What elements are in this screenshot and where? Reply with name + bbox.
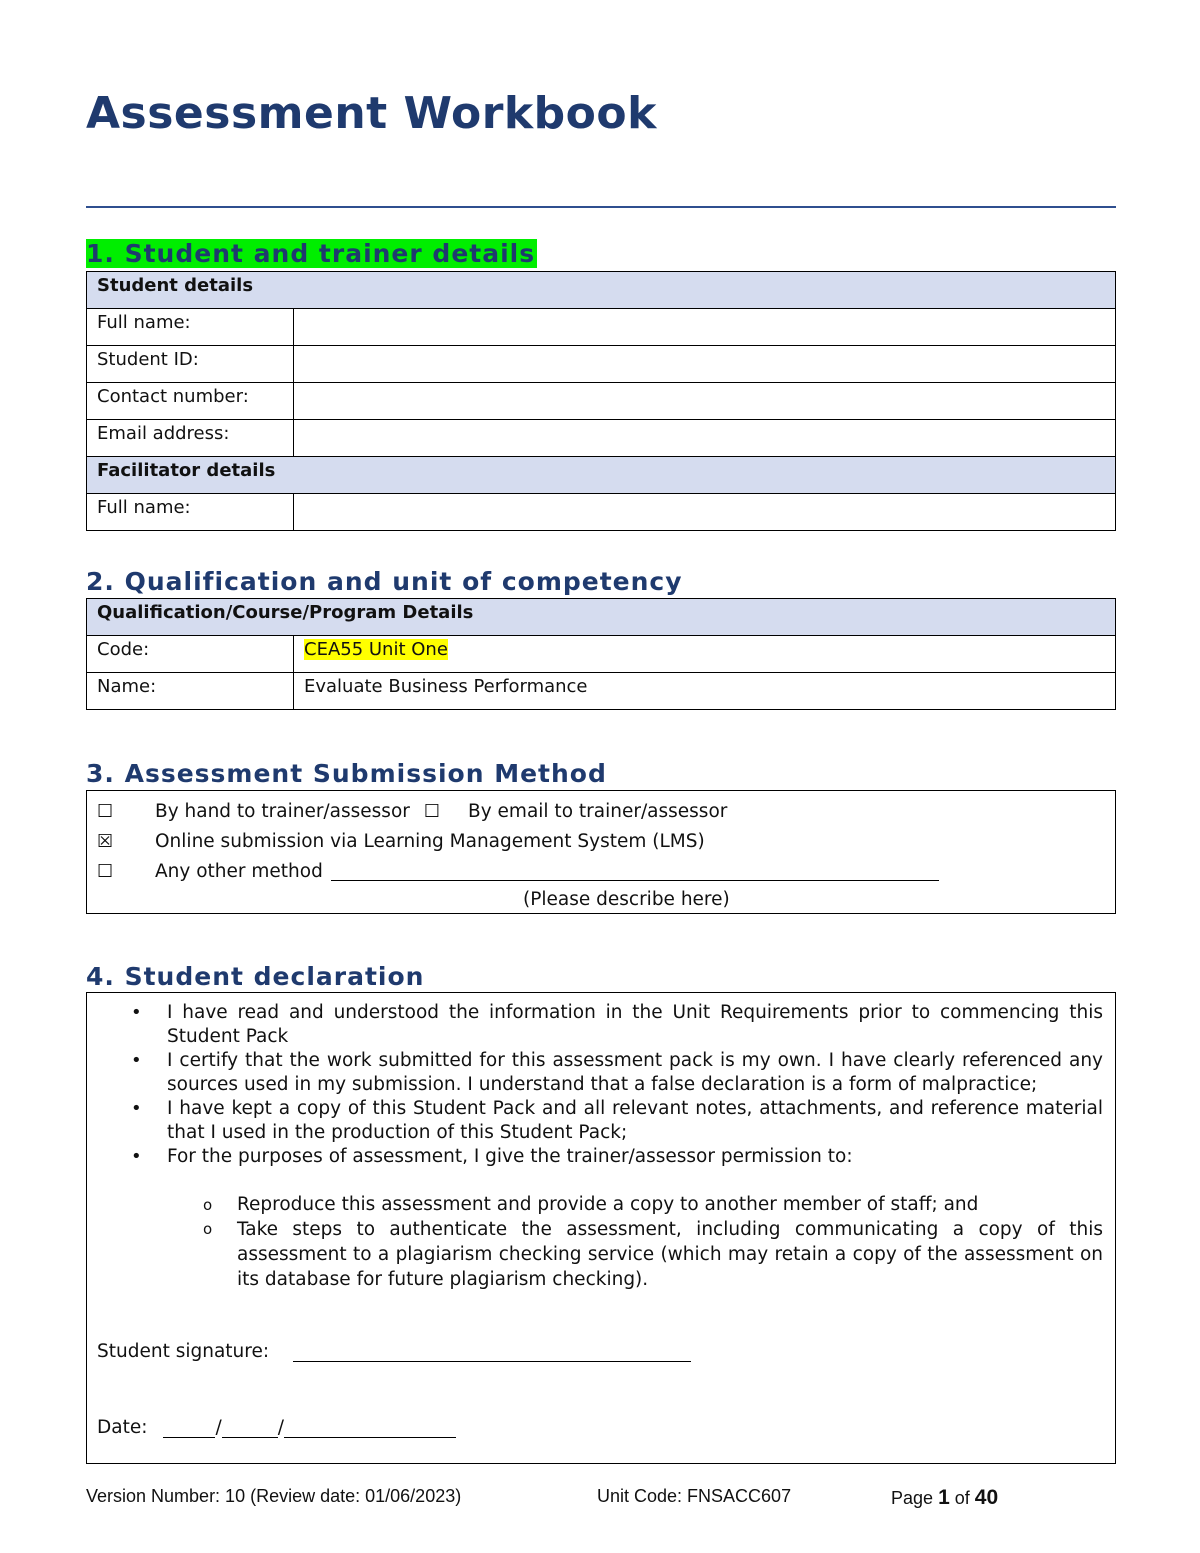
submission-row-1 (97, 797, 727, 825)
signature-row (97, 1341, 691, 1362)
page-total: 40 (974, 1486, 999, 1509)
date-label: Date: (97, 1417, 148, 1438)
facilitator-name-field[interactable] (294, 494, 1116, 531)
by-email-checkbox[interactable]: ☐ (423, 800, 441, 822)
by-email-label: By email to trainer/assessor (468, 800, 728, 822)
date-month-line[interactable] (222, 1419, 278, 1438)
student-details-header: Student details (87, 272, 1116, 309)
by-hand-label: By hand to trainer/assessor (155, 800, 410, 822)
footer-version: Version Number: 10 (Review date: 01/06/2023) (86, 1486, 462, 1506)
code-value: CEA55 Unit One (304, 639, 448, 660)
declaration-bullet: • I have read and understood the information in the Unit Requirements prior to commencing this Student Pack (117, 1001, 1103, 1049)
email-address-field[interactable] (294, 420, 1116, 457)
page-prefix: Page (891, 1488, 934, 1508)
name-value: Evaluate Business Performance (294, 673, 1116, 710)
section-2-heading: 2. Qualification and unit of competency (86, 567, 683, 596)
page-of: of (954, 1488, 970, 1508)
online-label: Online submission via Learning Management System (LMS) (155, 830, 705, 852)
by-hand-checkbox[interactable]: ☐ (97, 800, 114, 822)
document-title: Assessment Workbook (86, 88, 657, 139)
declaration-box (86, 992, 1116, 1464)
signature-line[interactable] (293, 1343, 691, 1362)
declaration-bullet: • I certify that the work submitted for this assessment pack is my own. I have clearly referenced any sources used in my submission. I understand that a false declaration is a form of malpractice; (117, 1049, 1103, 1097)
date-day-line[interactable] (163, 1419, 215, 1438)
page-current: 1 (938, 1486, 950, 1509)
submission-method-box (86, 790, 1116, 914)
other-method-line[interactable] (331, 862, 939, 881)
signature-label: Student signature: (97, 1341, 270, 1362)
describe-hint: (Please describe here) (523, 889, 730, 910)
student-trainer-table (86, 271, 1116, 531)
facilitator-name-label: Full name: (87, 494, 294, 531)
declaration-bullet: • For the purposes of assessment, I give the trainer/assessor permission to: (117, 1145, 1103, 1169)
other-method-checkbox[interactable]: ☐ (97, 860, 114, 882)
section-1-heading-text: 1. Student and trainer details (86, 239, 536, 268)
online-checkbox[interactable]: ☒ (97, 830, 114, 852)
code-cell (294, 636, 1116, 673)
section-1-heading (86, 238, 537, 270)
submission-row-2 (97, 827, 705, 855)
footer-unit-code: Unit Code: FNSACC607 (597, 1486, 792, 1506)
full-name-label: Full name: (87, 309, 294, 346)
declaration-bullet: • I have kept a copy of this Student Pack and all relevant notes, attachments, and reference material that I used in the production of this Student Pack; (117, 1097, 1103, 1145)
student-id-label: Student ID: (87, 346, 294, 383)
date-row: Date: / / (97, 1417, 456, 1438)
qualification-table (86, 598, 1116, 710)
contact-number-label: Contact number: (87, 383, 294, 420)
code-label: Code: (87, 636, 294, 673)
declaration-sub-bullet: o Reproduce this assessment and provide a copy to another member of staff; and (117, 1193, 1103, 1217)
facilitator-details-header: Facilitator details (87, 457, 1116, 494)
qualification-header: Qualification/Course/Program Details (87, 599, 1116, 636)
declaration-sub-bullet: o Take steps to authenticate the assessment, including communicating a copy of this assessment to a plagiarism checking service (which may retain a copy of the assessment on its database for future plagiarism checking). (117, 1217, 1103, 1292)
footer-page-number (891, 1486, 998, 1510)
student-id-field[interactable] (294, 346, 1116, 383)
section-4-heading: 4. Student declaration (86, 962, 425, 991)
date-year-line[interactable] (284, 1419, 456, 1438)
email-address-label: Email address: (87, 420, 294, 457)
declaration-list (117, 1001, 1103, 1292)
full-name-field[interactable] (294, 309, 1116, 346)
other-method-label: Any other method (155, 860, 323, 882)
title-divider (86, 206, 1116, 208)
name-label: Name: (87, 673, 294, 710)
contact-number-field[interactable] (294, 383, 1116, 420)
submission-row-3 (97, 857, 939, 885)
section-3-heading: 3. Assessment Submission Method (86, 759, 607, 788)
